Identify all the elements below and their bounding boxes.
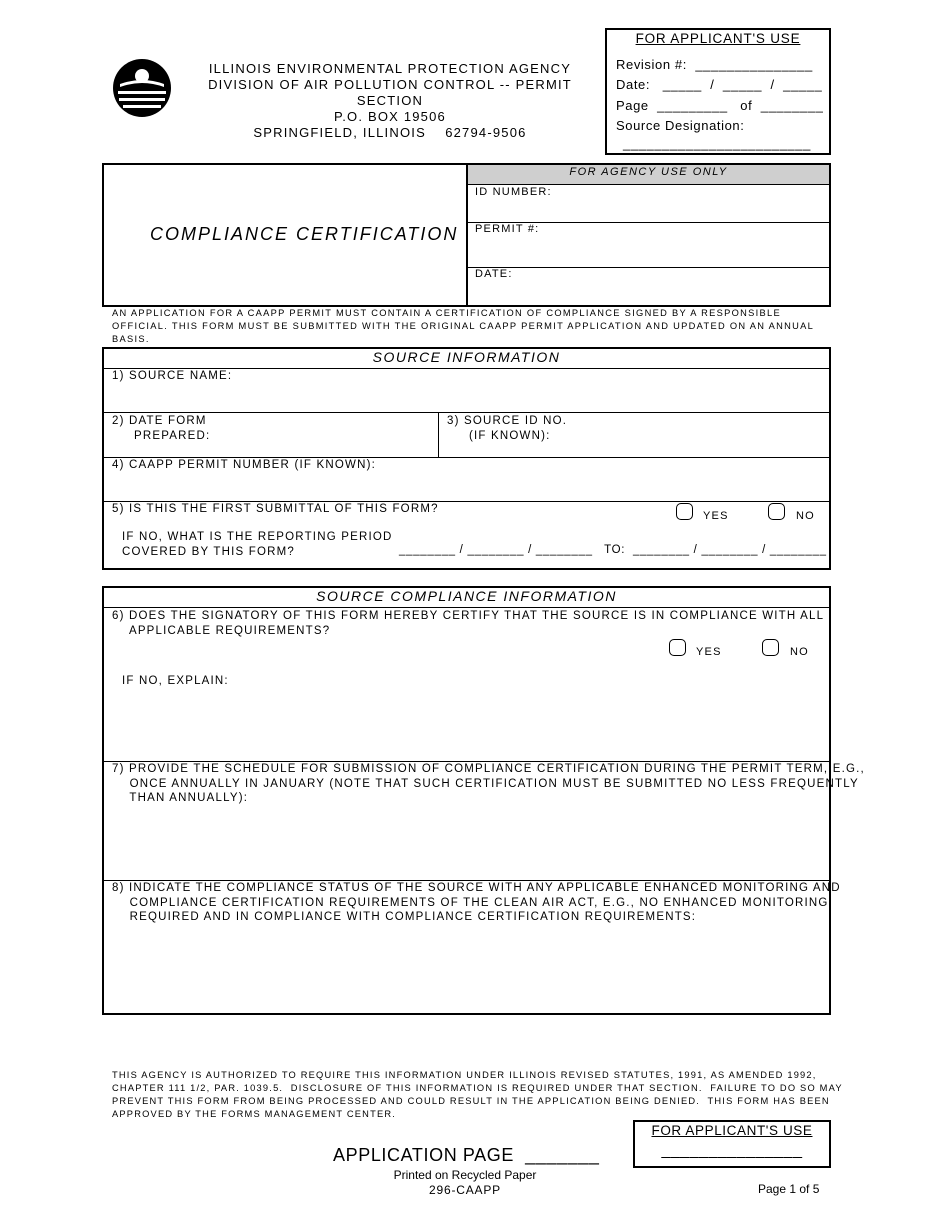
agency-date-label: DATE: [475,268,513,280]
authority-statement: THIS AGENCY IS AUTHORIZED TO REQUIRE THIS INFORMATION UNDER ILLINOIS REVISED STATUTES, 1991, AS AMENDED 1992, CHAPTER 111 1/2, PAR. 1039.5. DISCLOSURE OF THIS INFORMATION IS REQUIRED UNDER THAT SECTION. FAILURE TO DO SO MAY PREVENT THIS FORM FROM BEING PROCESSED AND COULD RESULT IN THE APPLICATION BEING DENIED. THIS FORM HAS BEEN APPROVED BY THE FORMS MANAGEMENT CENTER. [112,1070,843,1119]
intro-text: AN APPLICATION FOR A CAAPP PERMIT MUST CONTAIN A CERTIFICATION OF COMPLIANCE SIGNED BY A RESPONSIBLE OFFICIAL. THIS FORM MUST BE SUBMITTED WITH THE ORIGINAL CAAPP PERMIT APPLICATION AND UPDATED ON AN ANNUAL BASIS. [112,308,814,344]
applicant-box-title: FOR APPLICANT'S USE [635,31,801,46]
compliance-no-label: NO [790,646,809,658]
source-designation-field[interactable]: ________________________ [623,136,811,151]
caapp-permit-label: 4) CAAPP PERMIT NUMBER (IF KNOWN): [112,459,377,471]
permit-number-label: PERMIT #: [475,223,540,235]
form-title: COMPLIANCE CERTIFICATION [150,224,459,244]
footer-applicant-field[interactable]: _______________ [661,1142,803,1159]
applicant-use-box [605,28,831,155]
source-id-label: 3) SOURCE ID NO. (IF KNOWN): [447,415,568,442]
footer-applicant-box [633,1120,831,1168]
agency-divider-2 [467,267,829,268]
src-line-1 [103,412,830,413]
agency-use-title: FOR AGENCY USE ONLY [569,166,728,178]
date-prepared-label: 2) DATE FORM PREPARED: [112,415,211,442]
po-box: P.O. BOX 19506 [334,109,446,124]
recycled-paper-note: Printed on Recycled Paper [393,1168,537,1182]
explain-label: IF NO, EXPLAIN: [122,675,229,687]
first-submittal-no-checkbox[interactable] [768,503,785,520]
form-number: 296-CAAPP [429,1183,501,1197]
footer-applicant-title: FOR APPLICANT'S USE [651,1123,813,1138]
first-submittal-question: 5) IS THIS THE FIRST SUBMITTAL OF THIS FORM? [112,503,439,515]
revision-field[interactable]: Revision #: _______________ [616,57,813,72]
application-page-field[interactable]: APPLICATION PAGE _______ [333,1145,600,1165]
first-submittal-no-label: NO [796,510,815,522]
first-submittal-yes-checkbox[interactable] [676,503,693,520]
schedule-question: 7) PROVIDE THE SCHEDULE FOR SUBMISSION OF COMPLIANCE CERTIFICATION DURING THE PERMIT TERM, E.G., ONCE ANNUALLY IN JANUARY (NOTE THAT SUCH CERTIFICATION MUST BE SUBMITTED NO LESS FREQUENTLY THAN ANNUALLY): [112,763,865,804]
id-number-label: ID NUMBER: [475,186,552,198]
reporting-period-field[interactable]: ________ / ________ / ________ TO: ________ / ________ / ________ [399,544,827,556]
agency-logo [112,58,172,118]
agency-use-header [468,165,829,185]
src-vdivider [438,412,439,457]
page-number: Page 1 of 5 [758,1182,820,1196]
agency-name: ILLINOIS ENVIRONMENTAL PROTECTION AGENCY [208,61,572,76]
compliance-certify-question: 6) DOES THE SIGNATORY OF THIS FORM HEREBY CERTIFY THAT THE SOURCE IS IN COMPLIANCE WITH ALL APPLICABLE REQUIREMENTS? [112,610,825,637]
division-name: DIVISION OF AIR POLLUTION CONTROL -- PERMIT SECTION [208,77,572,108]
first-submittal-yes-label: YES [703,510,729,522]
agency-header [180,61,600,141]
compliance-no-checkbox[interactable] [762,639,779,656]
date-field[interactable]: Date: _____ / _____ / _____ [616,77,823,92]
enhanced-monitoring-question: 8) INDICATE THE COMPLIANCE STATUS OF THE SOURCE WITH ANY APPLICABLE ENHANCED MONITORING AND COMPLIANCE CERTIFICATION REQUIREMENTS OF THE CLEAN AIR ACT, E.G., NO ENHANCED MONITORING REQUIRED AND IN COMPLIANCE WITH COMPLIANCE CERTIFICATION REQUIREMENTS: [112,882,841,923]
comp-line-0 [103,607,830,608]
source-information-heading: SOURCE INFORMATION [372,349,561,365]
source-designation-label: Source Designation: [616,118,745,133]
compliance-yes-checkbox[interactable] [669,639,686,656]
compliance-yes-label: YES [696,646,722,658]
reporting-period-question: IF NO, WHAT IS THE REPORTING PERIOD COVERED BY THIS FORM? [122,531,393,558]
source-name-label: 1) SOURCE NAME: [112,370,233,382]
page-field[interactable]: Page _________ of ________ [616,98,824,113]
city-address: SPRINGFIELD, ILLINOIS 62794-9506 [253,125,527,140]
compliance-information-heading: SOURCE COMPLIANCE INFORMATION [316,588,617,604]
